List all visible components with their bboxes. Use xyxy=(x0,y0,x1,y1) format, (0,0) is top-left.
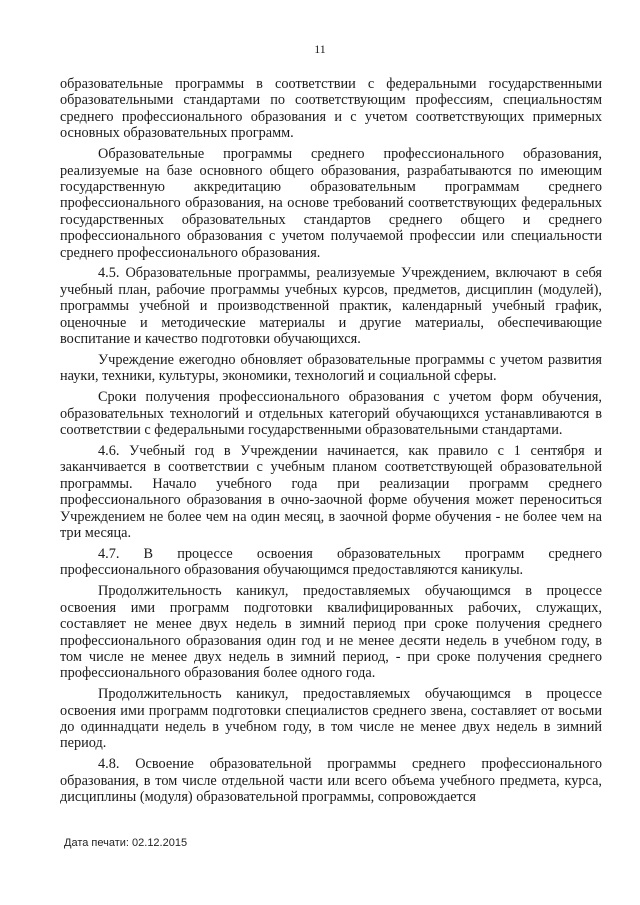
paragraph-continuation: образовательные программы в соответствии с федеральными государственными образовательными стандартами по соответствующим профессиям, специальностям среднего профессионального образования и с учетом соответствующих примерных основных образовательных программ. xyxy=(60,76,602,142)
paragraph: Продолжительность каникул, предоставляемых обучающимся в процессе освоения ими программ подготовки квалифицированных рабочих, служащих, составляет не менее двух недель в зимний период при сроке получения среднего профессионального образования один год и не менее десяти недель в учебном году, в том числе не менее двух недель в зимний период, - при сроке получения среднего профессионального образования более одного года. xyxy=(60,583,602,682)
paragraph-4-7: 4.7. В процессе освоения образовательных программ среднего профессионального образования обучающимся предоставляются каникулы. xyxy=(60,545,602,579)
paragraph: Сроки получения профессионального образования с учетом форм обучения, образовательных технологий и отдельных категорий обучающихся устанавливаются в соответствии с федеральными государственными образовательными стандартами. xyxy=(60,389,602,439)
paragraph: Продолжительность каникул, предоставляемых обучающимся в процессе освоения ими программ подготовки специалистов среднего звена, составляет от восьми до одиннадцати недель в учебном году, в том числе не менее двух недель в зимний период. xyxy=(60,686,602,752)
page-number: 11 xyxy=(314,42,326,56)
paragraph-4-8: 4.8. Освоение образовательной программы среднего профессионального образования, в том числе отдельной части или всего объема учебного предмета, курса, дисциплины (модуля) образовательной программы, сопровождается xyxy=(60,756,602,806)
print-date-footer: Дата печати: 02.12.2015 xyxy=(64,837,188,849)
paragraph: Образовательные программы среднего профессионального образования, реализуемые на базе основного общего образования, разрабатываются по имеющим государственную аккредитацию образовательным программам среднего профессионального образования, на основе требований соответствующих федеральных государственных образовательных стандартов среднего общего и среднего профессионального образования с учетом получаемой профессии или специальности среднего профессионального образования. xyxy=(60,146,602,261)
paragraph-4-5: 4.5. Образовательные программы, реализуемые Учреждением, включают в себя учебный план, рабочие программы учебных курсов, предметов, дисциплин (модулей), программы учебной и производственной практик, календарный учебный график, оценочные и методические материалы и другие материалы, обеспечивающие воспитание и качество подготовки обучающихся. xyxy=(60,265,602,348)
paragraph: Учреждение ежегодно обновляет образовательные программы с учетом развития науки, техники, культуры, экономики, технологий и социальной сферы. xyxy=(60,352,602,385)
paragraph-4-6: 4.6. Учебный год в Учреждении начинается, как правило с 1 сентября и заканчивается в соответствии с учебным планом соответствующей образовательной программы. Начало учебного года при реализации программ среднего профессионального образования в очно-заочной форме обучения может переноситься Учреждением не более чем на один месяц, в заочной форме обучения - не более чем на три месяца. xyxy=(60,443,602,542)
document-body xyxy=(60,76,602,810)
